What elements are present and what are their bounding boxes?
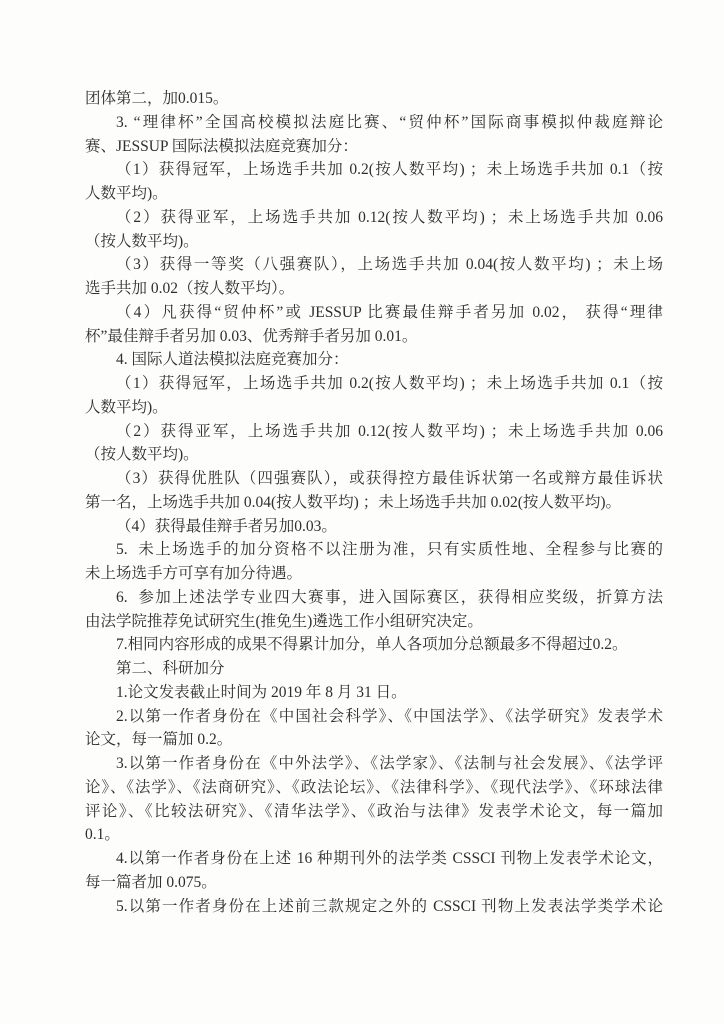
text-line: （4）凡获得“贸仲杯”或 JESSUP 比赛最佳辩手者另加 0.02， 获得“理律 [116,303,663,321]
text-line: （1）获得冠军，上场选手共加 0.2(按人数平均) ；未上场选手共加 0.1（按 [116,161,663,179]
text-line: 5. 未上场选手的加分资格不以注册为准，只有实质性地、全程参与比赛的 [116,541,663,559]
text-line: 3. “理律杯”全国高校模拟法庭比赛、“贸仲杯”国际商事模拟仲裁庭辩论 [116,113,663,131]
text-line: 评论》、《比较法研究》、《清华法学》、《政治与法律》发表学术论文，每一篇加 [85,802,663,820]
document-text-block [85,87,663,918]
text-line: （3）获得优胜队（四强赛队），或获得控方最佳诉状第一名或辩方最佳诉状 [116,470,663,487]
text-line: 5.以第一作者身份在上述前三款规定之外的 CSSCI 刊物上发表法学类学术论 [116,897,663,915]
text-line: 赛、JESSUP 国际法模拟法庭竞赛加分： [85,137,358,155]
text-line: 4. 国际人道法模拟法庭竞赛加分： [116,351,349,369]
text-line: 未上场选手方可享有加分待遇。 [85,565,303,582]
text-line: 0.1。 [85,826,120,844]
text-line: 论文，每一篇加 0.2。 [85,731,233,749]
text-line: 人数平均)。 [85,398,168,416]
text-line: 2.以第一作者身份在《中国社会科学》、《中国法学》、《法学研究》发表学术 [116,707,663,725]
text-line: 每一篇者加 0.075。 [85,873,217,891]
text-line: 人数平均)。 [85,185,168,202]
text-line: （按人数平均)。 [85,446,199,464]
text-line: 4.以第一作者身份在上述 16 种期刊外的法学类 CSSCI 刊物上发表学术论文， [116,850,663,867]
text-line: 第二、科研加分 [116,660,225,677]
text-line: 第一名，上场选手共加 0.04(按人数平均) ；未上场选手共加 0.02(按人数平均)。 [85,493,622,511]
text-line: （4）获得最佳辩手者另加0.03。 [116,517,337,535]
text-line: （按人数平均)。 [85,232,199,250]
text-line: （2）获得亚军，上场选手共加 0.12(按人数平均) ；未上场选手共加 0.06 [116,208,663,226]
text-line: 3.以第一作者身份在《中外法学》、《法学家》、《法制与社会发展》、《法学评 [116,755,663,772]
text-line: 由法学院推荐免试研究生(推免生)遴选工作小组研究决定。 [85,612,483,630]
text-line: 选手共加 0.02（按人数平均）。 [85,280,295,297]
text-line: （1）获得冠军，上场选手共加 0.2(按人数平均) ；未上场选手共加 0.1（按 [116,375,663,392]
text-line: 杯”最佳辩手者另加 0.03、优秀辩手者另加 0.01。 [85,327,418,345]
text-line: 7.相同内容形成的成果不得累计加分，单人各项加分总额最多不得超过0.2。 [116,636,628,654]
text-line: 6. 参加上述法学专业四大赛事，进入国际赛区，获得相应奖级，折算方法 [116,588,663,606]
text-line: 1.论文发表截止时间为 2019 年 8 月 31 日。 [116,683,407,701]
text-line: （3）获得一等奖（八强赛队），上场选手共加 0.04(按人数平均) ；未上场 [116,256,663,274]
text-line: 论》、《法学》、《法商研究》、《政法论坛》、《法律科学》、《现代法学》、《环球法律 [85,778,663,796]
text-line: 团体第二，加0.015。 [85,90,229,107]
text-line: （2）获得亚军，上场选手共加 0.12(按人数平均) ；未上场选手共加 0.06 [116,422,663,440]
